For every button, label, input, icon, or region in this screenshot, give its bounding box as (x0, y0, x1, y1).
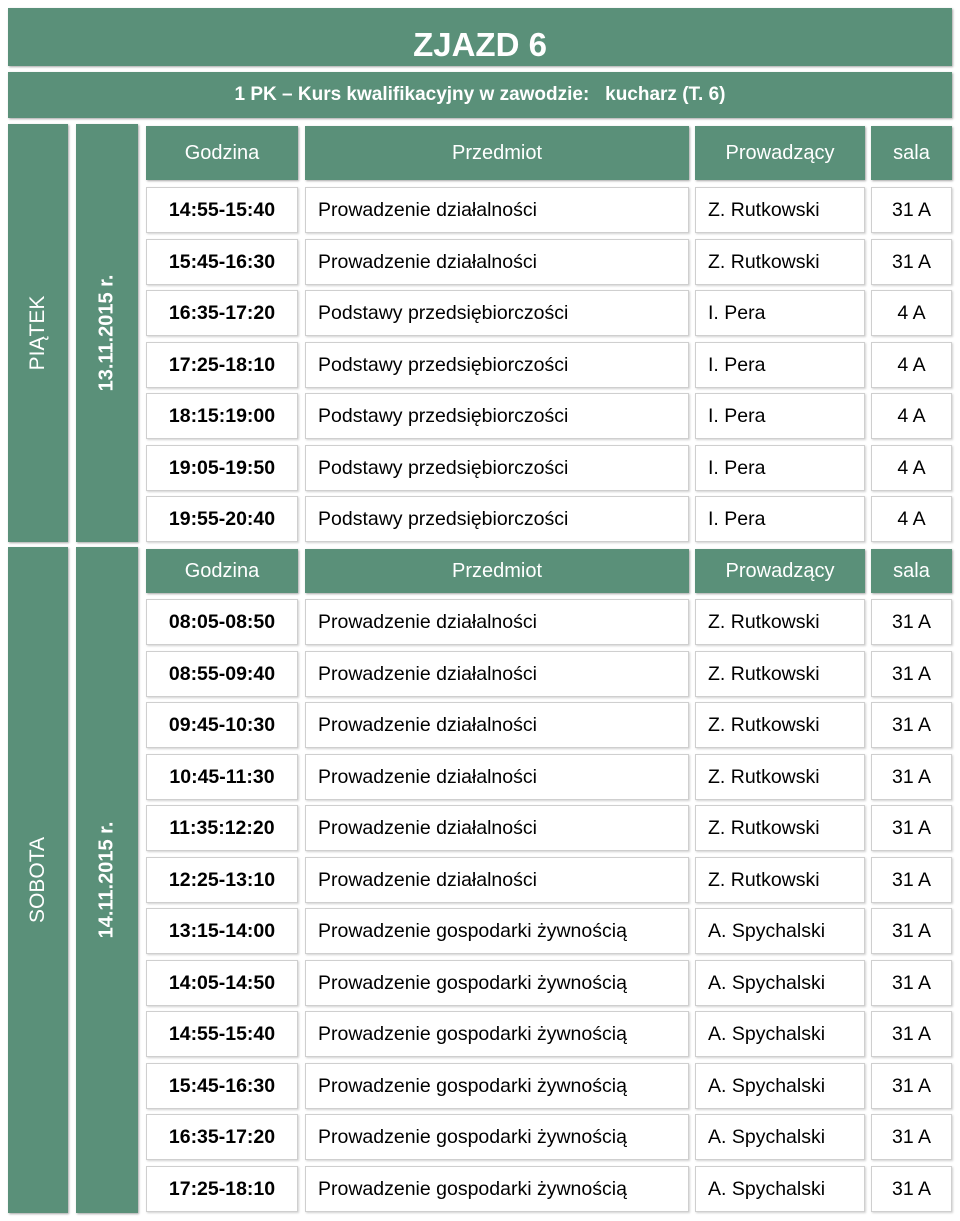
column-header-subject-text: Przedmiot (451, 141, 543, 164)
table-cell-subject (305, 908, 689, 954)
table-cell-room-text: 31 A (891, 868, 932, 891)
table-cell-subject-text: Prowadzenie działalności (318, 610, 537, 633)
table-cell-subject (305, 1114, 689, 1160)
column-header-subject (305, 549, 689, 593)
table-cell-room-text: 4 A (897, 301, 926, 324)
table-cell-time-text: 13:15-14:00 (168, 919, 276, 942)
table-cell-subject-text: Podstawy przedsiębiorczości (318, 301, 569, 324)
table-cell-time-text: 12:25-13:10 (168, 868, 276, 891)
table-cell-subject (305, 651, 689, 697)
table-cell-teacher-text: A. Spychalski (708, 1177, 826, 1200)
table-cell-room (871, 290, 952, 336)
table-cell-teacher (695, 239, 865, 285)
table-cell-teacher-text: A. Spychalski (708, 1022, 826, 1045)
table-cell-room (871, 445, 952, 491)
table-cell-teacher (695, 805, 865, 851)
table-cell-room-text: 31 A (891, 250, 932, 273)
table-cell-subject-text: Prowadzenie działalności (318, 816, 537, 839)
table-cell-subject-text: Prowadzenie gospodarki żywnością (318, 1177, 627, 1200)
table-cell-time (146, 960, 298, 1006)
table-cell-time-text: 15:45-16:30 (168, 250, 276, 273)
table-cell-room (871, 187, 952, 233)
table-cell-time (146, 496, 298, 542)
table-cell-room-text: 31 A (891, 1074, 932, 1097)
table-cell-teacher-text: A. Spychalski (708, 971, 826, 994)
table-cell-room-text: 31 A (891, 1125, 932, 1148)
column-header-teacher (695, 549, 865, 593)
table-cell-time-text: 17:25-18:10 (168, 1177, 276, 1200)
table-cell-subject-text: Podstawy przedsiębiorczości (318, 404, 569, 427)
table-cell-teacher (695, 857, 865, 903)
table-cell-subject (305, 1166, 689, 1212)
table-cell-teacher-text: A. Spychalski (708, 1125, 826, 1148)
table-cell-subject (305, 239, 689, 285)
table-cell-room (871, 1011, 952, 1057)
table-cell-subject (305, 445, 689, 491)
table-cell-teacher-text: A. Spychalski (708, 919, 826, 942)
table-cell-teacher-text: Z. Rutkowski (708, 610, 820, 633)
course-subtitle-text: 1 PK – Kurs kwalifikacyjny w zawodzie: kucharz (T. 6) (234, 84, 726, 105)
table-cell-room (871, 857, 952, 903)
table-cell-teacher (695, 702, 865, 748)
table-cell-room-text: 31 A (891, 713, 932, 736)
table-cell-teacher (695, 445, 865, 491)
table-cell-time-text: 14:55-15:40 (168, 1022, 276, 1045)
table-cell-subject (305, 187, 689, 233)
table-cell-time (146, 393, 298, 439)
table-cell-time-text: 19:05-19:50 (168, 456, 276, 479)
table-cell-room-text: 4 A (897, 353, 926, 376)
column-header-room (871, 549, 952, 593)
table-cell-subject-text: Prowadzenie działalności (318, 868, 537, 891)
table-cell-room (871, 805, 952, 851)
table-cell-teacher-text: A. Spychalski (708, 1074, 826, 1097)
table-cell-teacher (695, 342, 865, 388)
table-cell-teacher-text: Z. Rutkowski (708, 713, 820, 736)
table-cell-room (871, 754, 952, 800)
table-cell-time (146, 908, 298, 954)
column-header-teacher-text: Prowadzący (725, 141, 835, 164)
table-cell-time-text: 15:45-16:30 (168, 1074, 276, 1097)
day-date: 14.11.2015 r. (95, 821, 118, 939)
table-cell-subject-text: Prowadzenie gospodarki żywnością (318, 1074, 627, 1097)
table-cell-subject-text: Prowadzenie gospodarki żywnością (318, 1125, 627, 1148)
table-cell-teacher-text: Z. Rutkowski (708, 868, 820, 891)
table-cell-time (146, 857, 298, 903)
table-cell-time (146, 805, 298, 851)
table-cell-room (871, 908, 952, 954)
table-cell-time (146, 702, 298, 748)
table-cell-room-text: 31 A (891, 971, 932, 994)
table-cell-subject (305, 960, 689, 1006)
table-cell-teacher-text: Z. Rutkowski (708, 816, 820, 839)
day-label-friday (8, 124, 68, 542)
table-cell-teacher (695, 496, 865, 542)
table-cell-time (146, 599, 298, 645)
table-cell-teacher-text: I. Pera (708, 301, 766, 324)
table-cell-teacher (695, 187, 865, 233)
table-cell-time (146, 290, 298, 336)
table-cell-time-text: 08:55-09:40 (168, 662, 276, 685)
table-cell-teacher (695, 393, 865, 439)
column-header-room-text: sala (893, 141, 930, 164)
table-cell-room-text: 31 A (891, 919, 932, 942)
table-cell-time-text: 11:35:12:20 (169, 816, 275, 839)
date-label-friday (76, 124, 138, 542)
table-cell-teacher (695, 1011, 865, 1057)
table-cell-teacher-text: Z. Rutkowski (708, 765, 820, 788)
date-label-saturday (76, 547, 138, 1213)
table-cell-room-text: 4 A (897, 404, 926, 427)
table-cell-subject-text: Prowadzenie gospodarki żywnością (318, 1022, 627, 1045)
table-cell-room-text: 31 A (891, 816, 932, 839)
table-cell-teacher-text: Z. Rutkowski (708, 198, 820, 221)
table-cell-teacher (695, 1166, 865, 1212)
table-cell-subject (305, 599, 689, 645)
table-cell-subject-text: Prowadzenie działalności (318, 713, 537, 736)
table-cell-teacher-text: I. Pera (708, 507, 766, 530)
table-cell-teacher-text: Z. Rutkowski (708, 662, 820, 685)
table-cell-room (871, 599, 952, 645)
table-cell-time (146, 187, 298, 233)
table-cell-subject-text: Prowadzenie gospodarki żywnością (318, 919, 627, 942)
table-cell-room (871, 1063, 952, 1109)
table-cell-room (871, 393, 952, 439)
table-cell-time-text: 17:25-18:10 (168, 353, 276, 376)
table-cell-subject (305, 1063, 689, 1109)
column-header-time-text: Godzina (184, 559, 260, 582)
table-cell-room-text: 4 A (897, 507, 926, 530)
table-cell-room (871, 702, 952, 748)
table-cell-time-text: 18:15:19:00 (168, 404, 276, 427)
table-cell-time-text: 14:55-15:40 (168, 198, 276, 221)
table-cell-subject-text: Podstawy przedsiębiorczości (318, 456, 569, 479)
column-header-room-text: sala (893, 559, 930, 582)
table-cell-room (871, 960, 952, 1006)
table-cell-subject-text: Prowadzenie gospodarki żywnością (318, 971, 627, 994)
table-cell-time (146, 1011, 298, 1057)
column-header-teacher (695, 126, 865, 180)
table-cell-time-text: 09:45-10:30 (168, 713, 276, 736)
table-cell-subject-text: Podstawy przedsiębiorczości (318, 507, 569, 530)
table-cell-room-text: 31 A (891, 662, 932, 685)
table-cell-time-text: 19:55-20:40 (168, 507, 276, 530)
column-header-time-text: Godzina (184, 141, 260, 164)
table-cell-room (871, 651, 952, 697)
column-header-time (146, 549, 298, 593)
column-header-time (146, 126, 298, 180)
table-cell-time (146, 651, 298, 697)
table-cell-room-text: 31 A (891, 1022, 932, 1045)
table-cell-subject (305, 857, 689, 903)
column-header-teacher-text: Prowadzący (725, 559, 835, 582)
table-cell-time (146, 754, 298, 800)
table-cell-teacher-text: I. Pera (708, 456, 766, 479)
page-title (8, 8, 952, 66)
table-cell-teacher (695, 1063, 865, 1109)
table-cell-time (146, 239, 298, 285)
table-cell-time-text: 10:45-11:30 (169, 765, 275, 788)
table-cell-room-text: 4 A (897, 456, 926, 479)
day-name: SOBOTA (26, 837, 49, 923)
table-cell-room (871, 1114, 952, 1160)
table-cell-time-text: 16:35-17:20 (168, 301, 276, 324)
table-cell-time (146, 1166, 298, 1212)
table-cell-room-text: 31 A (891, 610, 932, 633)
table-cell-subject-text: Prowadzenie działalności (318, 250, 537, 273)
table-cell-time (146, 1063, 298, 1109)
table-cell-time-text: 14:05-14:50 (168, 971, 276, 994)
table-cell-subject (305, 342, 689, 388)
table-cell-room-text: 31 A (891, 198, 932, 221)
table-cell-subject (305, 1011, 689, 1057)
table-cell-room (871, 239, 952, 285)
table-cell-time-text: 08:05-08:50 (168, 610, 276, 633)
table-cell-teacher (695, 651, 865, 697)
table-cell-teacher (695, 908, 865, 954)
course-subtitle (8, 72, 952, 118)
column-header-subject (305, 126, 689, 180)
table-cell-room (871, 496, 952, 542)
column-header-subject-text: Przedmiot (451, 559, 543, 582)
table-cell-teacher (695, 599, 865, 645)
page-title-text: ZJAZD 6 (413, 26, 547, 63)
table-cell-time (146, 342, 298, 388)
table-cell-subject-text: Podstawy przedsiębiorczości (318, 353, 569, 376)
table-cell-subject-text: Prowadzenie działalności (318, 198, 537, 221)
table-cell-room (871, 1166, 952, 1212)
table-cell-room-text: 31 A (891, 1177, 932, 1200)
table-cell-subject (305, 393, 689, 439)
table-cell-teacher (695, 960, 865, 1006)
column-header-room (871, 126, 952, 180)
table-cell-subject (305, 702, 689, 748)
table-cell-room-text: 31 A (891, 765, 932, 788)
table-cell-teacher-text: Z. Rutkowski (708, 250, 820, 273)
table-cell-time (146, 445, 298, 491)
table-cell-teacher (695, 754, 865, 800)
table-cell-subject (305, 805, 689, 851)
table-cell-teacher-text: I. Pera (708, 404, 766, 427)
table-cell-teacher-text: I. Pera (708, 353, 766, 376)
table-cell-time (146, 1114, 298, 1160)
table-cell-subject-text: Prowadzenie działalności (318, 662, 537, 685)
table-cell-time-text: 16:35-17:20 (168, 1125, 276, 1148)
table-cell-teacher (695, 1114, 865, 1160)
table-cell-subject (305, 754, 689, 800)
day-date: 13.11.2015 r. (95, 274, 118, 392)
table-cell-subject (305, 496, 689, 542)
day-name: PIĄTEK (26, 295, 49, 371)
table-cell-teacher (695, 290, 865, 336)
table-cell-subject (305, 290, 689, 336)
table-cell-subject-text: Prowadzenie działalności (318, 765, 537, 788)
table-cell-room (871, 342, 952, 388)
day-label-saturday (8, 547, 68, 1213)
